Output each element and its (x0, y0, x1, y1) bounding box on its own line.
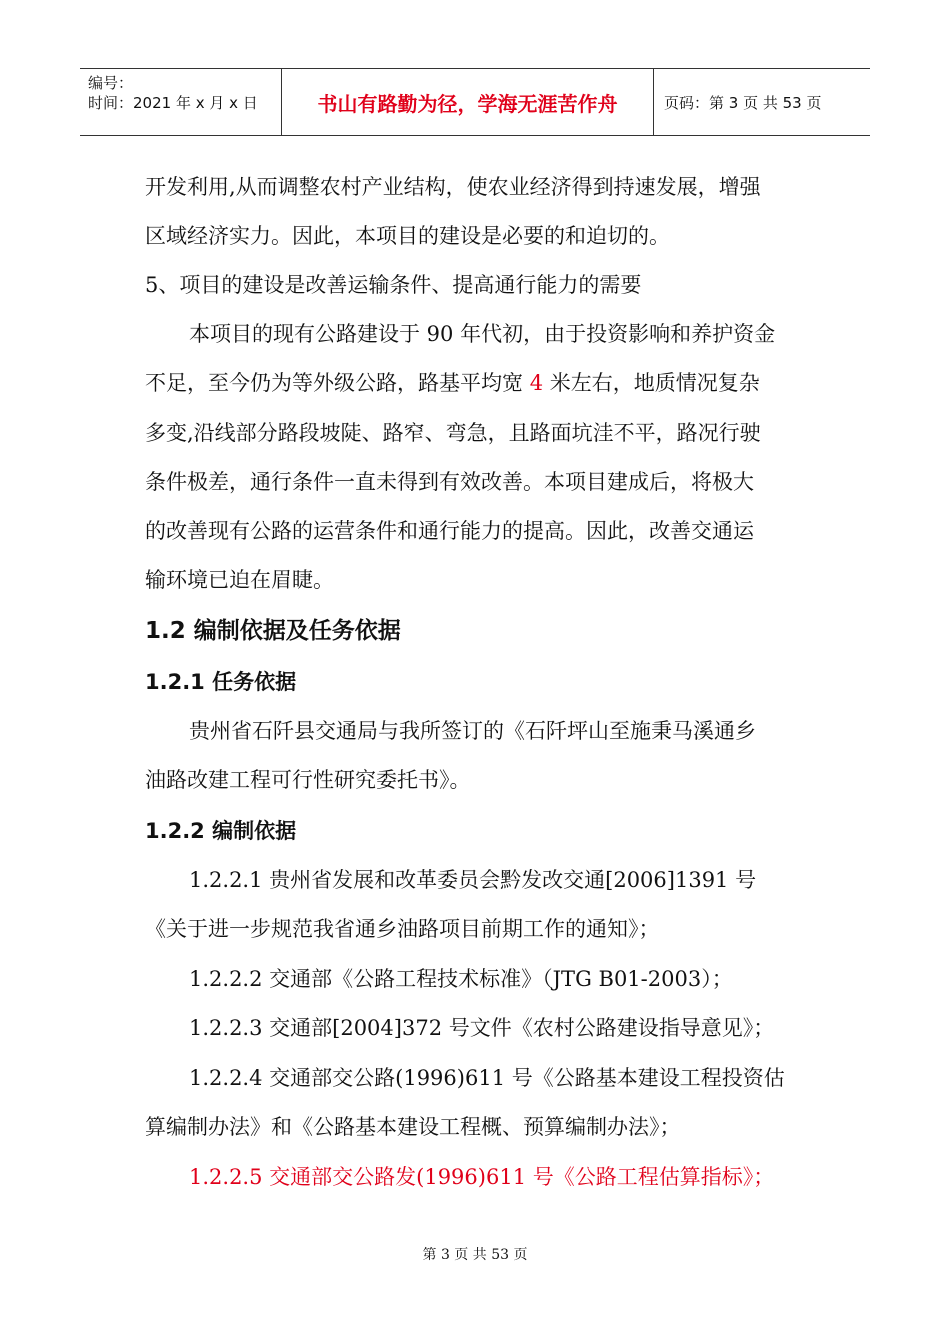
list-item: 1.2.2.1 贵州省发展和改革委员会黔发改交通[2006]1391 号 (189, 868, 757, 892)
document-header (80, 68, 870, 136)
paragraph-line: 输环境已迫在眉睫。 (145, 568, 334, 592)
paragraph-line: 油路改建工程可行性研究委托书》。 (145, 768, 471, 792)
paragraph-line: 的改善现有公路的运营条件和通行能力的提高。因此，改善交通运 (145, 519, 754, 543)
text-span: 不足，至今仍为等外级公路，路基平均宽 (145, 371, 530, 395)
paragraph-line: 多变,沿线部分路段坡陡、路窄、弯急，且路面坑洼不平，路况行驶 (145, 421, 761, 445)
header-meta (80, 69, 282, 135)
numbered-point: 5、项目的建设是改善运输条件、提高通行能力的需要 (145, 273, 642, 297)
list-item: 1.2.2.4 交通部交公路(1996)611 号《公路基本建设工程投资估 (189, 1066, 785, 1090)
list-item-highlighted: 1.2.2.5 交通部交公路发(1996)611 号《公路工程估算指标》； (189, 1165, 775, 1189)
subsection-heading: 1.2.1 任务依据 (145, 670, 297, 694)
paragraph-line: 本项目的现有公路建设于 90 年代初，由于投资影响和养护资金 (189, 322, 776, 346)
paragraph-line: 条件极差，通行条件一直未得到有效改善。本项目建成后，将极大 (145, 470, 754, 494)
paragraph-line (145, 368, 760, 398)
text-span: 米左右，地质情况复杂 (543, 371, 760, 395)
list-item: 1.2.2.3 交通部[2004]372 号文件《农村公路建设指导意见》； (189, 1016, 775, 1040)
number-label: 编号： (88, 74, 134, 92)
header-motto: 书山有路勤为径，学海无涯苦作舟 (282, 69, 654, 135)
paragraph-line: 贵州省石阡县交通局与我所签订的《石阡坪山至施秉马溪通乡 (189, 719, 756, 743)
header-page-info: 页码：第 3 页 共 53 页 (664, 93, 822, 112)
section-heading: 1.2 编制依据及任务依据 (145, 618, 401, 644)
list-item-continuation: 《关于进一步规范我省通乡油路项目前期工作的通知》； (145, 917, 660, 941)
subsection-heading: 1.2.2 编制依据 (145, 819, 297, 843)
paragraph-line: 开发利用,从而调整农村产业结构，使农业经济得到持速发展，增强 (145, 175, 761, 199)
list-item-continuation: 算编制办法》和《公路基本建设工程概、预算编制办法》； (145, 1115, 681, 1139)
time-label: 时间：2021 年 x 月 x 日 (88, 94, 258, 112)
highlighted-number: 4 (529, 371, 544, 395)
paragraph-line: 区域经济实力。因此，本项目的建设是必要的和迫切的。 (145, 224, 670, 248)
page-footer: 第 3 页 共 53 页 (422, 1247, 528, 1263)
list-item: 1.2.2.2 交通部《公路工程技术标准》（JTG B01-2003）； (189, 967, 733, 991)
